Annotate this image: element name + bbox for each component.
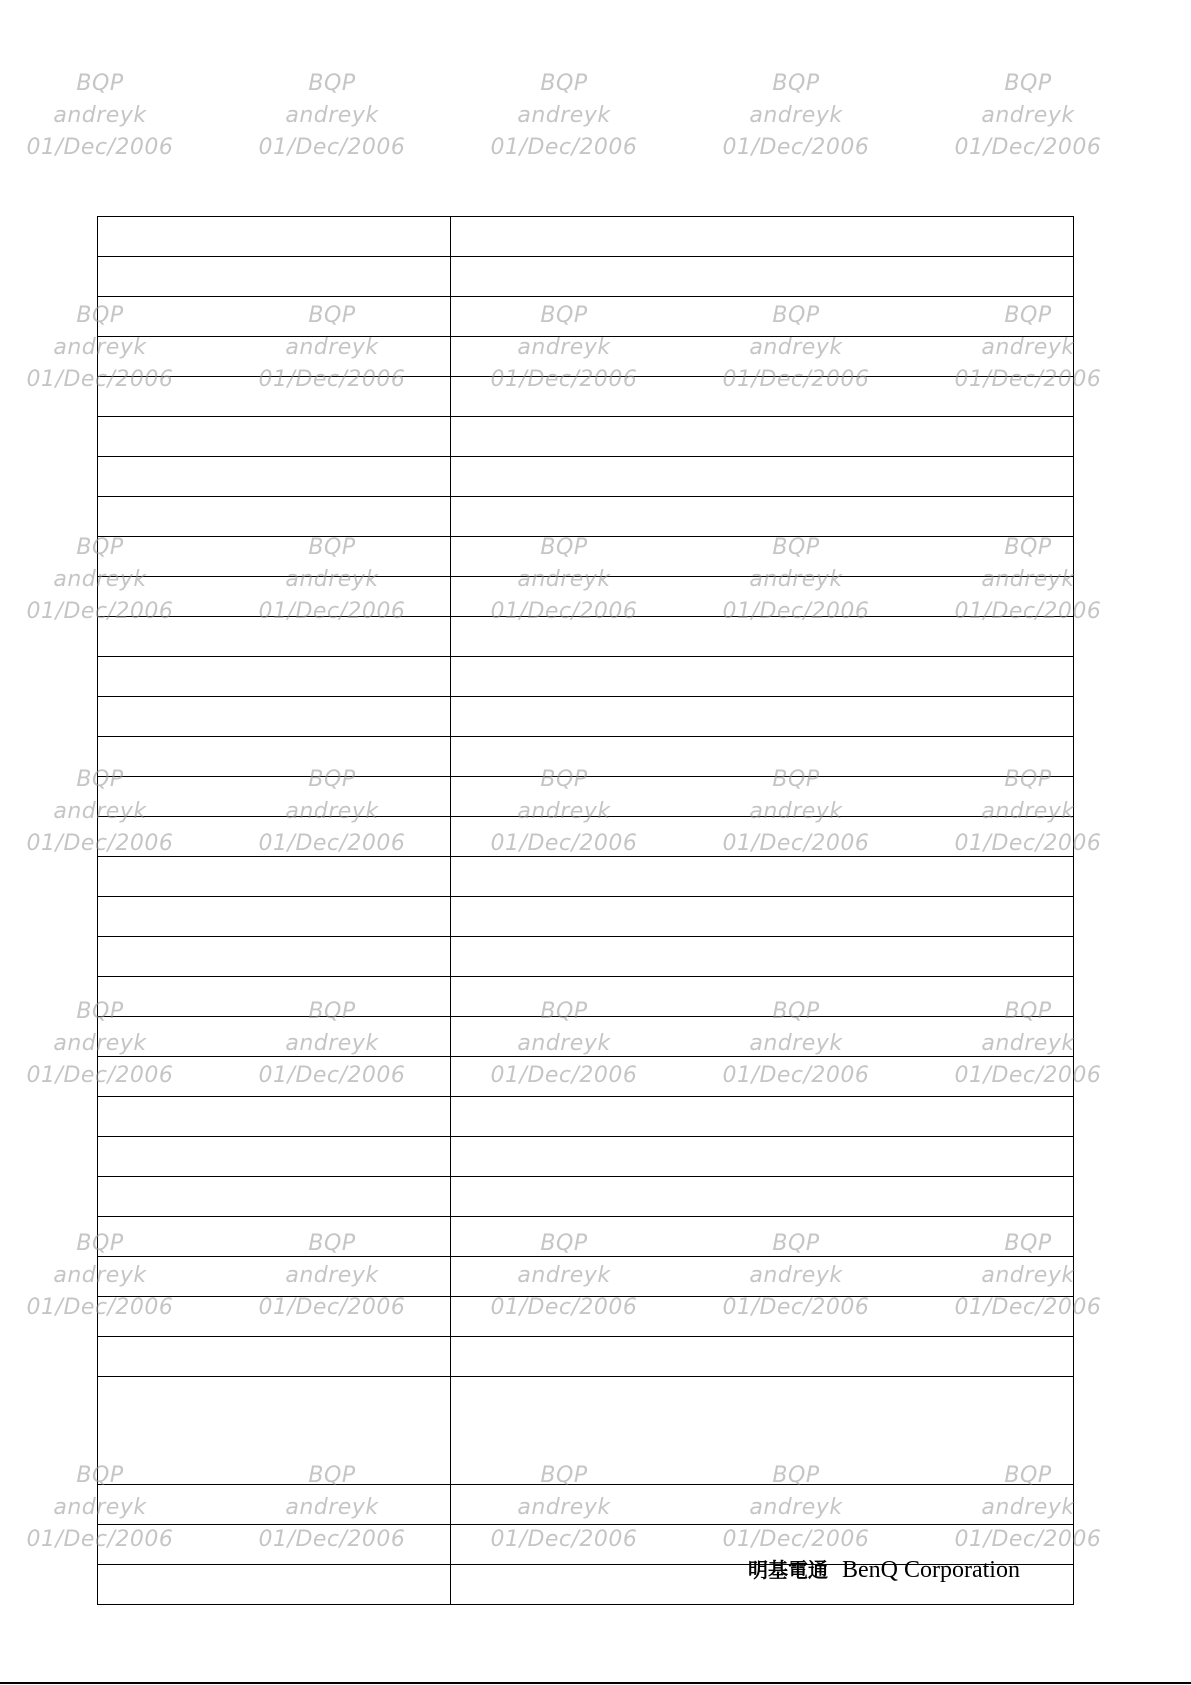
blank-form-table <box>97 216 1074 1605</box>
watermark-line: BQP <box>76 303 124 328</box>
table-cell-value <box>451 617 1074 657</box>
table-row <box>98 857 1074 897</box>
watermark-line: 01/Dec/2006 <box>954 1527 1102 1552</box>
watermark-line: BQP <box>76 999 124 1024</box>
watermark-line: 01/Dec/2006 <box>954 831 1102 856</box>
watermark-line: 01/Dec/2006 <box>954 367 1102 392</box>
watermark-line: 01/Dec/2006 <box>258 367 406 392</box>
watermark-line: BQP <box>1004 535 1052 560</box>
watermark-line: andreyk <box>981 567 1075 592</box>
table-cell-label <box>98 377 451 417</box>
watermark-line: BQP <box>540 303 588 328</box>
watermark-line: BQP <box>1004 999 1052 1024</box>
footer-company-name: BenQ Corporation <box>842 1557 1020 1583</box>
table-row <box>98 537 1074 577</box>
watermark-line: 01/Dec/2006 <box>722 599 870 624</box>
watermark-line: BQP <box>772 767 820 792</box>
table-cell-label <box>98 297 451 337</box>
watermark-line: andreyk <box>285 103 379 128</box>
watermark-line: BQP <box>1004 1231 1052 1256</box>
watermark-line: 01/Dec/2006 <box>954 1063 1102 1088</box>
watermark-line: 01/Dec/2006 <box>954 135 1102 160</box>
table-row <box>98 897 1074 937</box>
table-cell-value <box>451 1377 1074 1485</box>
table-row <box>98 1137 1074 1177</box>
table-cell-label <box>98 1177 451 1217</box>
table-cell-label <box>98 497 451 537</box>
watermark-line: andreyk <box>285 1031 379 1056</box>
table-cell-label <box>98 337 451 377</box>
table-row <box>98 937 1074 977</box>
watermark-line: andreyk <box>517 1263 611 1288</box>
watermark-line: andreyk <box>517 335 611 360</box>
table-cell-value <box>451 537 1074 577</box>
watermark-line: andreyk <box>285 1263 379 1288</box>
watermark-line: BQP <box>308 1463 356 1488</box>
table-cell-label <box>98 617 451 657</box>
watermark-line: BQP <box>772 1231 820 1256</box>
watermark-line: 01/Dec/2006 <box>490 1527 638 1552</box>
table-cell-label <box>98 697 451 737</box>
watermark-line: andreyk <box>53 335 147 360</box>
watermark-line: andreyk <box>749 567 843 592</box>
table-row <box>98 657 1074 697</box>
watermark-line: 01/Dec/2006 <box>26 1527 174 1552</box>
watermark-line: BQP <box>308 1231 356 1256</box>
watermark-line: 01/Dec/2006 <box>490 1295 638 1320</box>
watermark-line: andreyk <box>517 103 611 128</box>
watermark-line: andreyk <box>517 567 611 592</box>
table-cell-value <box>451 817 1074 857</box>
watermark-line: BQP <box>540 71 588 96</box>
table-row <box>98 257 1074 297</box>
table-cell-label <box>98 257 451 297</box>
table-cell-value <box>451 657 1074 697</box>
watermark-line: 01/Dec/2006 <box>722 135 870 160</box>
watermark-line: andreyk <box>53 567 147 592</box>
watermark-line: BQP <box>772 535 820 560</box>
watermark-line: BQP <box>308 767 356 792</box>
watermark-line: BQP <box>76 535 124 560</box>
watermark-line: andreyk <box>517 1495 611 1520</box>
table-row <box>98 1485 1074 1525</box>
table-cell-value <box>451 577 1074 617</box>
watermark-line: 01/Dec/2006 <box>258 1527 406 1552</box>
watermark-line: andreyk <box>749 1031 843 1056</box>
watermark-line: andreyk <box>517 799 611 824</box>
bottom-rule <box>0 1682 1191 1684</box>
table-row <box>98 337 1074 377</box>
table-cell-label <box>98 857 451 897</box>
table-row <box>98 577 1074 617</box>
watermark-stamp <box>948 68 1108 164</box>
table-cell-value <box>451 457 1074 497</box>
watermark-line: andreyk <box>749 799 843 824</box>
watermark-line: BQP <box>308 71 356 96</box>
table-cell-value <box>451 337 1074 377</box>
watermark-line: BQP <box>1004 767 1052 792</box>
table-row <box>98 1017 1074 1057</box>
watermark-stamp <box>484 68 644 164</box>
watermark-line: 01/Dec/2006 <box>26 1063 174 1088</box>
watermark-line: andreyk <box>285 1495 379 1520</box>
table-cell-value <box>451 1217 1074 1257</box>
table-row <box>98 1177 1074 1217</box>
watermark-stamp <box>252 68 412 164</box>
watermark-line: andreyk <box>981 799 1075 824</box>
table-cell-label <box>98 977 451 1017</box>
watermark-line: andreyk <box>981 335 1075 360</box>
table-row <box>98 1337 1074 1377</box>
table-row <box>98 817 1074 857</box>
table-cell-label <box>98 1057 451 1097</box>
watermark-line: andreyk <box>285 567 379 592</box>
table-cell-label <box>98 897 451 937</box>
watermark-line: 01/Dec/2006 <box>490 831 638 856</box>
table-cell-value <box>451 697 1074 737</box>
watermark-line: BQP <box>1004 71 1052 96</box>
table-row <box>98 1097 1074 1137</box>
watermark-line: 01/Dec/2006 <box>490 135 638 160</box>
table-row <box>98 1057 1074 1097</box>
watermark-line: BQP <box>540 767 588 792</box>
table-cell-label <box>98 1297 451 1337</box>
watermark-line: 01/Dec/2006 <box>258 1295 406 1320</box>
table-cell-label <box>98 577 451 617</box>
watermark-line: 01/Dec/2006 <box>258 135 406 160</box>
table-cell-label <box>98 737 451 777</box>
table-cell-label <box>98 417 451 457</box>
watermark-line: 01/Dec/2006 <box>26 831 174 856</box>
table-cell-label <box>98 937 451 977</box>
watermark-line: andreyk <box>749 1495 843 1520</box>
table-cell-value <box>451 417 1074 457</box>
table-row <box>98 1377 1074 1485</box>
table-row <box>98 777 1074 817</box>
table-cell-value <box>451 257 1074 297</box>
watermark-line: andreyk <box>749 335 843 360</box>
table-cell-value <box>451 777 1074 817</box>
watermark-line: BQP <box>308 535 356 560</box>
table-cell-label <box>98 817 451 857</box>
table-row <box>98 1297 1074 1337</box>
table-cell-value <box>451 1337 1074 1377</box>
watermark-line: 01/Dec/2006 <box>722 1063 870 1088</box>
watermark-line: BQP <box>540 999 588 1024</box>
table-row <box>98 977 1074 1017</box>
watermark-line: BQP <box>540 1463 588 1488</box>
watermark-line: 01/Dec/2006 <box>258 599 406 624</box>
watermark-line: 01/Dec/2006 <box>26 599 174 624</box>
watermark-line: andreyk <box>285 335 379 360</box>
table-cell-label <box>98 657 451 697</box>
table-cell-value <box>451 1257 1074 1297</box>
watermark-line: andreyk <box>981 1495 1075 1520</box>
watermark-line: BQP <box>772 999 820 1024</box>
watermark-line: 01/Dec/2006 <box>954 599 1102 624</box>
table-cell-label <box>98 1525 451 1565</box>
table-cell-value <box>451 1057 1074 1097</box>
watermark-line: BQP <box>308 999 356 1024</box>
table-cell-label <box>98 1137 451 1177</box>
table-cell-value <box>451 897 1074 937</box>
table-cell-value <box>451 1097 1074 1137</box>
table-cell-label <box>98 1097 451 1137</box>
watermark-line: andreyk <box>749 103 843 128</box>
watermark-line: andreyk <box>53 103 147 128</box>
watermark-line: 01/Dec/2006 <box>26 367 174 392</box>
watermark-line: 01/Dec/2006 <box>490 367 638 392</box>
table-cell-value <box>451 377 1074 417</box>
table-cell-label <box>98 1337 451 1377</box>
watermark-line: BQP <box>76 71 124 96</box>
watermark-line: 01/Dec/2006 <box>722 831 870 856</box>
watermark-line: BQP <box>76 1231 124 1256</box>
watermark-line: 01/Dec/2006 <box>954 1295 1102 1320</box>
table-row <box>98 1217 1074 1257</box>
table-row <box>98 737 1074 777</box>
table-row <box>98 697 1074 737</box>
watermark-line: 01/Dec/2006 <box>722 1527 870 1552</box>
table-cell-value <box>451 497 1074 537</box>
watermark-stamp <box>716 68 876 164</box>
table-cell-value <box>451 737 1074 777</box>
watermark-line: BQP <box>772 1463 820 1488</box>
watermark-line: andreyk <box>981 103 1075 128</box>
watermark-line: andreyk <box>981 1263 1075 1288</box>
watermark-line: BQP <box>772 71 820 96</box>
table-cell-value <box>451 217 1074 257</box>
watermark-line: 01/Dec/2006 <box>490 1063 638 1088</box>
watermark-line: BQP <box>308 303 356 328</box>
watermark-line: BQP <box>76 767 124 792</box>
watermark-line: andreyk <box>981 1031 1075 1056</box>
table-row <box>98 1257 1074 1297</box>
table-cell-label <box>98 1377 451 1485</box>
table-row <box>98 497 1074 537</box>
table-cell-label <box>98 217 451 257</box>
table-cell-label <box>98 457 451 497</box>
watermark-line: andreyk <box>285 799 379 824</box>
watermark-line: andreyk <box>53 1495 147 1520</box>
table-cell-value <box>451 1297 1074 1337</box>
watermark-line: andreyk <box>53 799 147 824</box>
watermark-line: 01/Dec/2006 <box>26 135 174 160</box>
watermark-line: andreyk <box>517 1031 611 1056</box>
table-row <box>98 617 1074 657</box>
table-row <box>98 457 1074 497</box>
table-cell-value <box>451 297 1074 337</box>
table-cell-value <box>451 1177 1074 1217</box>
table-cell-label <box>98 1017 451 1057</box>
table-cell-label <box>98 1485 451 1525</box>
table-cell-value <box>451 937 1074 977</box>
table-cell-value <box>451 1017 1074 1057</box>
watermark-line: andreyk <box>53 1263 147 1288</box>
table-cell-value <box>451 977 1074 1017</box>
watermark-stamp <box>20 68 180 164</box>
watermark-line: 01/Dec/2006 <box>722 367 870 392</box>
watermark-line: andreyk <box>749 1263 843 1288</box>
watermark-line: BQP <box>772 303 820 328</box>
watermark-line: BQP <box>540 535 588 560</box>
watermark-line: BQP <box>1004 1463 1052 1488</box>
watermark-line: 01/Dec/2006 <box>258 831 406 856</box>
watermark-line: 01/Dec/2006 <box>490 599 638 624</box>
watermark-line: 01/Dec/2006 <box>26 1295 174 1320</box>
table-cell-value <box>451 857 1074 897</box>
table-row <box>98 377 1074 417</box>
watermark-line: BQP <box>540 1231 588 1256</box>
table-cell-label <box>98 1257 451 1297</box>
watermark-line: 01/Dec/2006 <box>722 1295 870 1320</box>
footer-chinese-name: 明基電通 <box>748 1558 828 1582</box>
table-row <box>98 417 1074 457</box>
table-row <box>98 297 1074 337</box>
watermark-line: andreyk <box>53 1031 147 1056</box>
table-cell-label <box>98 537 451 577</box>
table-cell-value <box>451 1137 1074 1177</box>
table-cell-label <box>98 1217 451 1257</box>
table-cell-label <box>98 1565 451 1605</box>
watermark-line: 01/Dec/2006 <box>258 1063 406 1088</box>
table-cell-value <box>451 1485 1074 1525</box>
watermark-line: BQP <box>1004 303 1052 328</box>
table-cell-label <box>98 777 451 817</box>
footer-company <box>748 1554 1020 1584</box>
table-row <box>98 217 1074 257</box>
watermark-line: BQP <box>76 1463 124 1488</box>
